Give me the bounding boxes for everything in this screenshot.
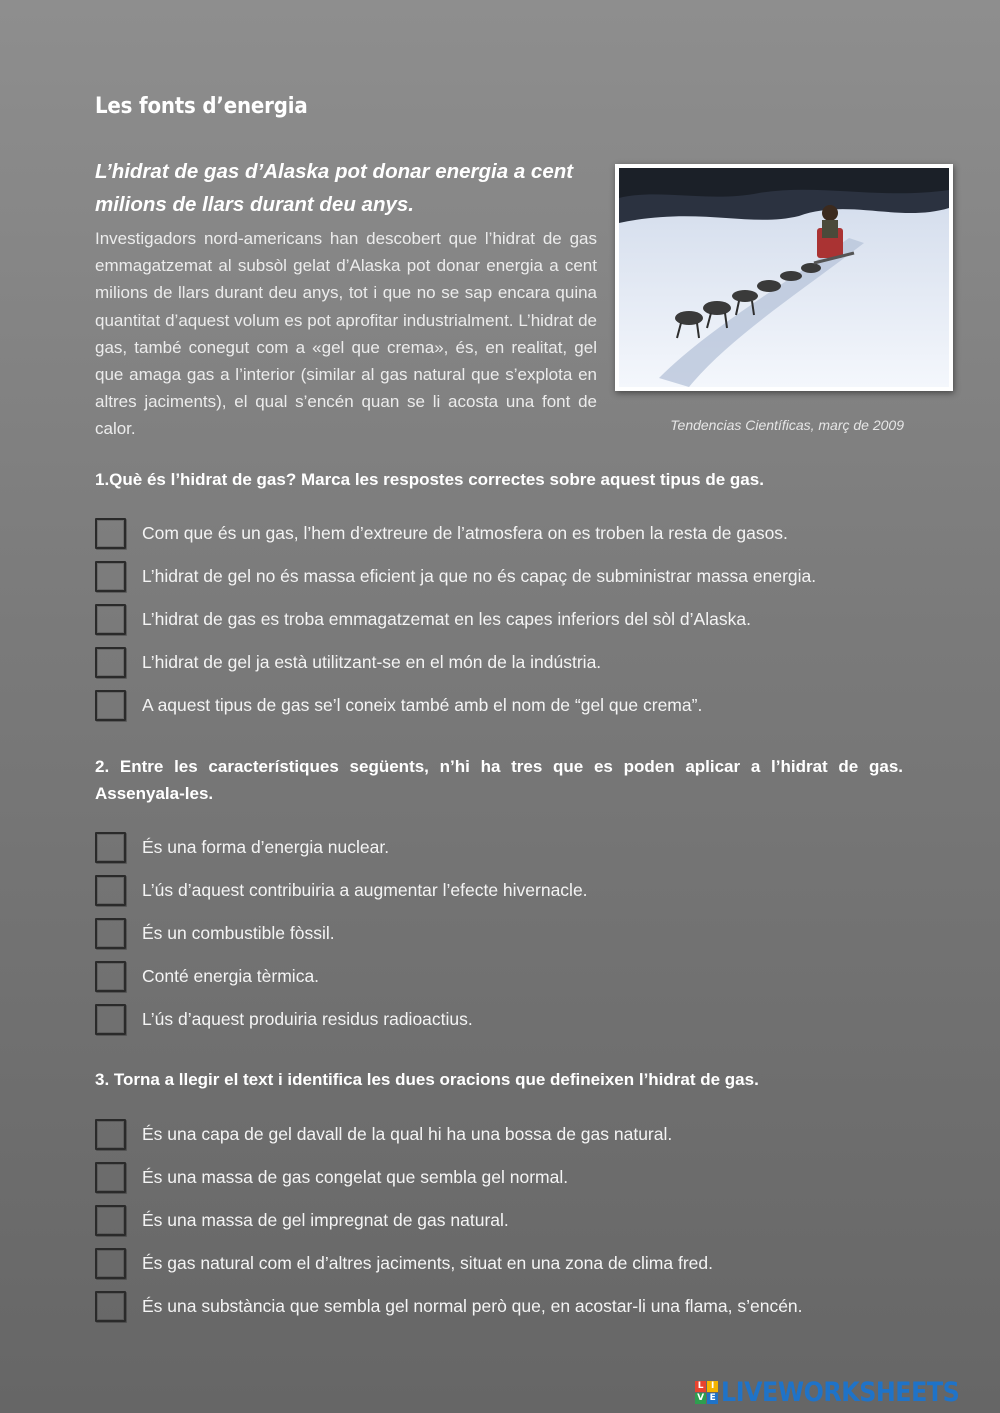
answer-checkbox[interactable]	[95, 961, 126, 992]
option-label: És un combustible fòssil.	[142, 923, 335, 943]
logo-letter: L	[695, 1381, 706, 1392]
question-1-options	[95, 512, 925, 727]
page-title: Les fonts d’energia	[95, 94, 308, 119]
question-1-option	[95, 555, 925, 598]
liveworksheets-logo-icon	[695, 1381, 718, 1404]
article-photo	[615, 164, 953, 391]
answer-checkbox[interactable]	[95, 1162, 126, 1193]
question-1-option	[95, 641, 925, 684]
question-2-option	[95, 869, 925, 912]
logo-letter: E	[707, 1393, 718, 1404]
option-label: Conté energia tèrmica.	[142, 966, 320, 986]
option-label: L’ús d’aquest produiria residus radioactius.	[142, 1009, 473, 1029]
logo-letter: V	[695, 1393, 706, 1404]
answer-checkbox[interactable]	[95, 518, 126, 549]
liveworksheets-brand[interactable]	[695, 1377, 992, 1407]
question-1-option	[95, 598, 925, 641]
photo-caption: Tendencias Científicas, març de 2009	[670, 417, 904, 433]
question-2-option	[95, 826, 925, 869]
answer-checkbox[interactable]	[95, 1004, 126, 1035]
option-label: És gas natural com el d’altres jaciments, situat en una zona de clima fred.	[142, 1253, 713, 1273]
answer-checkbox[interactable]	[95, 647, 126, 678]
question-3-option	[95, 1156, 925, 1199]
answer-checkbox[interactable]	[95, 832, 126, 863]
option-label: És una massa de gel impregnat de gas natural.	[142, 1210, 509, 1230]
answer-checkbox[interactable]	[95, 875, 126, 906]
answer-checkbox[interactable]	[95, 604, 126, 635]
answer-checkbox[interactable]	[95, 690, 126, 721]
question-3-option	[95, 1242, 925, 1285]
option-label: L’hidrat de gel ja està utilitzant-se en el món de la indústria.	[142, 652, 602, 672]
option-label: Com que és un gas, l’hem d’extreure de l’atmosfera on es troben la resta de gasos.	[142, 523, 788, 543]
option-label: L’hidrat de gas es troba emmagatzemat en les capes inferiors del sòl d’Alaska.	[142, 609, 751, 629]
article	[95, 155, 597, 443]
option-label: L’hidrat de gel no és massa eficient ja que no és capaç de subministrar massa energia.	[142, 566, 817, 586]
option-label: És una forma d’energia nuclear.	[142, 837, 390, 857]
option-label: És una massa de gas congelat que sembla gel normal.	[142, 1167, 569, 1187]
question-2-option	[95, 998, 925, 1041]
question-3-option	[95, 1199, 925, 1242]
question-3-prompt: 3. Torna a llegir el text i identifica les dues oracions que defineixen l’hidrat de gas.	[95, 1070, 759, 1089]
option-label: L’ús d’aquest contribuiria a augmentar l’efecte hivernacle.	[142, 880, 588, 900]
question-3-options	[95, 1113, 925, 1328]
option-label: És una capa de gel davall de la qual hi ha una bossa de gas natural.	[142, 1124, 673, 1144]
dog-sled-snow-photo-icon	[619, 168, 949, 387]
question-1-option	[95, 684, 925, 727]
answer-checkbox[interactable]	[95, 1119, 126, 1150]
question-3-option	[95, 1113, 925, 1156]
option-label: A aquest tipus de gas se’l coneix també amb el nom de “gel que crema”.	[142, 695, 703, 715]
answer-checkbox[interactable]	[95, 918, 126, 949]
answer-checkbox[interactable]	[95, 1248, 126, 1279]
answer-checkbox[interactable]	[95, 1205, 126, 1236]
article-body: Investigadors nord-americans han descobert que l’hidrat de gas emmagatzemat al subsòl gelat d’Alaska pot donar energia a cent milions de llars durant deu anys, tot i que no se sap encara quina quantitat d’aquest volum es pot aprofitar industrialment. L’hidrat de gas, també conegut com a «gel que crema», és, en realitat, gel que amaga gas a l’interior (similar al gas natural que s’explota en altres jaciments), el qual s’encén quan se li acosta una font de calor.	[95, 229, 597, 439]
article-headline: L’hidrat de gas d’Alaska pot donar energia a cent milions de llars durant deu anys.	[95, 160, 574, 216]
logo-letter: I	[707, 1381, 718, 1392]
answer-checkbox[interactable]	[95, 561, 126, 592]
question-2-prompt: 2. Entre les característiques següents, n’hi ha tres que es poden aplicar a l’hidrat de gas. Assenyala-les.	[95, 757, 903, 803]
question-2-option	[95, 912, 925, 955]
question-2-option	[95, 955, 925, 998]
brand-name: LIVEWORKSHEETS	[721, 1376, 960, 1408]
option-label: És una substància que sembla gel normal però que, en acostar-li una flama, s’encén.	[142, 1296, 803, 1316]
question-1-option	[95, 512, 925, 555]
question-2-options	[95, 826, 925, 1041]
answer-checkbox[interactable]	[95, 1291, 126, 1322]
question-1-prompt: 1.Què és l’hidrat de gas? Marca les respostes correctes sobre aquest tipus de gas.	[95, 470, 764, 489]
question-3-option	[95, 1285, 925, 1328]
